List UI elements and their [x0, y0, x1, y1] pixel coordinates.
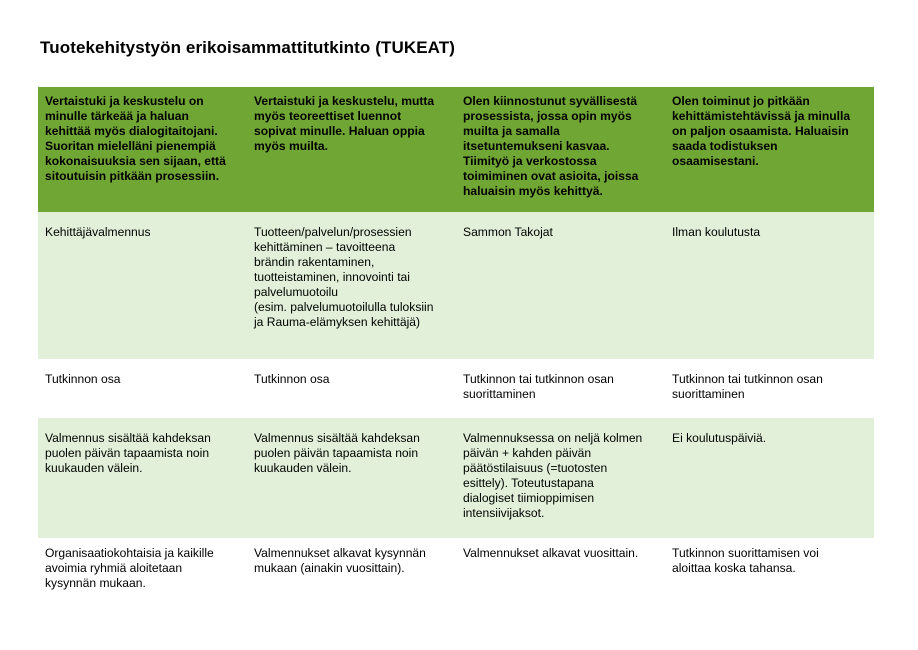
- table-cell: Tutkinnon tai tutkinnon osan suorittaminen: [665, 359, 874, 418]
- header-cell-2: Vertaistuki ja keskustelu, mutta myös teoreettiset luennot sopivat minulle. Haluan oppia myös muilta.: [247, 87, 456, 212]
- table-cell: Tuotteen/palvelun/prosessien kehittäminen – tavoitteena brändin rakentaminen, tuotteistaminen, innovointi tai palvelumuotoilu (esim. palvelumuotoilulla tuloksiin ja Rauma-elämyksen kehittäjä): [247, 212, 456, 359]
- table-cell: Tutkinnon suorittamisen voi aloittaa koska tahansa.: [665, 538, 874, 606]
- table-cell: Tutkinnon osa: [38, 359, 247, 418]
- table-cell: Ei koulutuspäiviä.: [665, 418, 874, 538]
- table-cell: Organisaatiokohtaisia ja kaikille avoimia ryhmiä aloitetaan kysynnän mukaan.: [38, 538, 247, 606]
- page-title: Tuotekehitystyön erikoisammattitutkinto (TUKEAT): [40, 38, 456, 57]
- header-cell-1: Vertaistuki ja keskustelu on minulle tärkeää ja haluan kehittää myös dialogitaitojani. Suoritan mielelläni pienempiä kokonaisuuksia sen sijaan, että sitoutuisin pitkään prosessiin.: [38, 87, 247, 212]
- table-row-content: [38, 418, 874, 538]
- table-cell: Valmennukset alkavat kysynnän mukaan (ainakin vuosittain).: [247, 538, 456, 606]
- table-cell: Sammon Takojat: [456, 212, 665, 359]
- table-cell: Valmennus sisältää kahdeksan puolen päivän tapaamista noin kuukauden välein.: [38, 418, 247, 538]
- table-cell: Tutkinnon osa: [247, 359, 456, 418]
- comparison-table: [38, 87, 874, 606]
- table-cell: Valmennuksessa on neljä kolmen päivän + kahden päivän päätöstilaisuus (=tuotosten esittely). Toteutustapana dialogiset tiimioppimisen intensiivijaksot.: [456, 418, 665, 538]
- header-cell-4: Olen toiminut jo pitkään kehittämistehtävissä ja minulla on paljon osaamista. Haluaisin saada todistuksen osaamisestani.: [665, 87, 874, 212]
- table-cell: Valmennukset alkavat vuosittain.: [456, 538, 665, 606]
- table-row-qualification: [38, 359, 874, 418]
- table-row-start: [38, 538, 874, 606]
- table-cell: Valmennus sisältää kahdeksan puolen päivän tapaamista noin kuukauden välein.: [247, 418, 456, 538]
- table-cell: Ilman koulutusta: [665, 212, 874, 359]
- table-cell: Tutkinnon tai tutkinnon osan suorittaminen: [456, 359, 665, 418]
- table-cell: Kehittäjävalmennus: [38, 212, 247, 359]
- table-row-program: [38, 212, 874, 359]
- table-header-row: [38, 87, 874, 212]
- header-cell-3: Olen kiinnostunut syvällisestä prosessista, jossa opin myös muilta ja samalla itsetuntemukseni kasvaa. Tiimityö ja verkostossa toimiminen ovat asioita, joissa haluaisin myös kehittyä.: [456, 87, 665, 212]
